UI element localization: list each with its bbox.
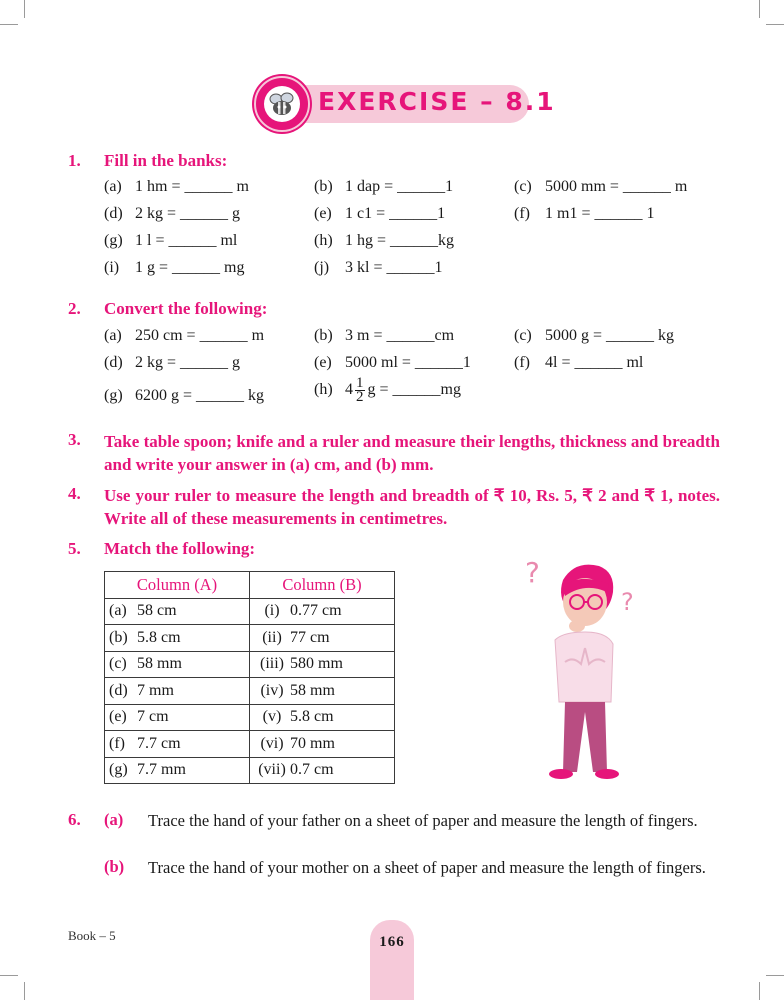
column-b-cell: [250, 598, 395, 625]
q1-item-a: [104, 178, 249, 196]
table-row: [105, 704, 395, 731]
row-value: 58 cm: [137, 602, 177, 620]
row-label: (e): [109, 708, 127, 726]
item-label: (b): [314, 178, 333, 195]
exercise-emblem: [254, 76, 310, 132]
column-a-cell: [105, 651, 250, 678]
q5-heading: Match the following:: [104, 539, 256, 558]
item-label: (i): [104, 259, 120, 276]
row-label: (g): [109, 761, 128, 779]
item-text: 3 kl = ______1: [345, 259, 443, 276]
row-label: (ii): [262, 628, 282, 646]
item-text: 2 kg = ______ g: [135, 354, 241, 371]
q2-item-f: [514, 354, 643, 372]
row-label: (d): [109, 681, 128, 699]
item-label: (e): [314, 354, 332, 371]
item-label: (g): [104, 387, 123, 404]
column-a-header: Column (A): [105, 572, 250, 599]
q2-item-e: [314, 354, 471, 372]
item-label: (g): [104, 232, 123, 249]
q2-item-c: [514, 327, 674, 345]
q1-item-e: [314, 205, 445, 223]
q1-item-j: [314, 259, 442, 277]
item-label: (a): [104, 327, 122, 344]
q2-item-b: [314, 327, 454, 345]
q1-number: 1.: [68, 151, 81, 170]
q2-item-h: [314, 377, 461, 404]
item-text: 5000 ml = ______1: [345, 354, 471, 371]
item-text: 1 m1 = ______ 1: [545, 205, 655, 222]
book-label: Book – 5: [68, 928, 116, 943]
q5-number: 5.: [68, 539, 81, 558]
q3-text: Take table spoon; knife and a ruler and measure their lengths, thickness and breadth and write your answer in (a) cm, and (b) mm.: [104, 432, 720, 474]
row-label: (i): [264, 602, 280, 620]
table-row: [105, 678, 395, 705]
item-label: (a): [104, 178, 122, 195]
item-text: 250 cm = ______ m: [135, 327, 265, 344]
item-text: 3 m = ______cm: [345, 327, 455, 344]
q1-item-g: [104, 232, 237, 250]
q1-item-b: [314, 178, 453, 196]
item-label: (b): [314, 327, 333, 344]
item-text: g = ______mg: [367, 381, 461, 399]
q4-text: Use your ruler to measure the length and breadth of ₹ 10, Rs. 5, ₹ 2 and ₹ 1, notes. Write all of these measurements in centimetres.: [104, 486, 720, 528]
item-label: (e): [314, 205, 332, 222]
row-label: (v): [262, 708, 282, 726]
match-table: [104, 571, 395, 784]
row-value: 580 mm: [290, 655, 343, 673]
row-value: 7.7 mm: [137, 761, 186, 779]
q1-item-h: [314, 232, 454, 250]
column-b-cell: [250, 625, 395, 652]
mixed-whole: 4: [345, 381, 353, 399]
item-text: 1 c1 = ______1: [345, 205, 446, 222]
crop-mark: [0, 24, 18, 25]
q3-number: 3.: [68, 430, 81, 449]
row-value: 7 mm: [137, 681, 174, 699]
row-value: 58 mm: [137, 655, 182, 673]
q1-heading: Fill in the banks:: [104, 151, 228, 170]
q1-item-f: [514, 205, 654, 223]
row-value: 77 cm: [290, 628, 330, 646]
row-label: (vii): [258, 761, 286, 779]
table-row: [105, 757, 395, 784]
row-label: (b): [109, 628, 128, 646]
item-text: 1 dap = ______1: [345, 178, 454, 195]
crop-mark: [766, 24, 784, 25]
row-label: (vi): [260, 734, 284, 752]
item-label: (d): [104, 354, 123, 371]
crop-mark: [24, 982, 25, 1000]
q1-item-c: [514, 178, 687, 196]
fraction: [355, 377, 365, 404]
item-text: 1 hm = ______ m: [135, 178, 249, 195]
item-text: 5000 mm = ______ m: [545, 178, 688, 195]
crop-mark: [759, 0, 760, 18]
item-label: (f): [514, 354, 530, 371]
column-a-cell: [105, 757, 250, 784]
q1-item-d: [104, 205, 240, 223]
column-a-cell: [105, 678, 250, 705]
column-b-cell: [250, 678, 395, 705]
table-row: [105, 598, 395, 625]
q6-part-b-label: (b): [104, 857, 125, 876]
q6-number: 6.: [68, 810, 81, 829]
page-number-tab: [370, 920, 414, 1000]
question-mark-icon: ?: [621, 588, 634, 616]
item-label: (f): [514, 205, 530, 222]
item-label: (d): [104, 205, 123, 222]
row-value: 7 cm: [137, 708, 169, 726]
row-value: 0.77 cm: [290, 602, 342, 620]
item-label: (c): [514, 327, 532, 344]
table-header-row: [105, 572, 395, 599]
row-label: (iv): [260, 681, 284, 699]
row-value: 7.7 cm: [137, 734, 181, 752]
row-label: (c): [109, 655, 127, 673]
row-label: (iii): [260, 655, 284, 673]
column-b-cell: [250, 704, 395, 731]
thinking-girl-icon: [515, 552, 655, 788]
item-text: 1 g = ______ mg: [135, 259, 245, 276]
row-value: 5.8 cm: [137, 628, 181, 646]
item-text: 5000 g = ______ kg: [545, 327, 675, 344]
item-label: (h): [314, 232, 333, 249]
page-number: 166: [379, 934, 405, 950]
crop-mark: [766, 975, 784, 976]
item-text: 2 kg = ______ g: [135, 205, 241, 222]
item-label: (h): [314, 381, 333, 399]
column-b-header: Column (B): [250, 572, 395, 599]
item-label: (c): [514, 178, 532, 195]
q6-part-b-text: Trace the hand of your mother on a sheet of paper and measure the length of fingers.: [148, 858, 706, 877]
table-row: [105, 731, 395, 758]
item-text: 1 hg = ______kg: [345, 232, 455, 249]
q2-item-a: [104, 327, 264, 345]
q6-part-a-label: (a): [104, 810, 124, 829]
column-b-cell: [250, 651, 395, 678]
row-label: (a): [109, 602, 127, 620]
crop-mark: [24, 0, 25, 18]
item-label: (j): [314, 259, 330, 276]
row-value: 70 mm: [290, 734, 335, 752]
column-a-cell: [105, 625, 250, 652]
table-row: [105, 625, 395, 652]
q2-item-d: [104, 354, 240, 372]
q6-part-a-text: Trace the hand of your father on a sheet of paper and measure the length of fingers.: [148, 811, 698, 830]
column-b-cell: [250, 757, 395, 784]
fraction-numerator: 1: [356, 375, 364, 391]
crop-mark: [0, 975, 18, 976]
column-b-cell: [250, 731, 395, 758]
exercise-title: EXERCISE – 8.1: [318, 87, 556, 116]
crop-mark: [759, 982, 760, 1000]
q2-heading: Convert the following:: [104, 299, 268, 318]
column-a-cell: [105, 731, 250, 758]
q4-number: 4.: [68, 484, 81, 503]
row-value: 5.8 cm: [290, 708, 334, 726]
item-text: 6200 g = ______ kg: [135, 387, 265, 404]
table-row: [105, 651, 395, 678]
row-value: 58 mm: [290, 681, 335, 699]
column-a-cell: [105, 704, 250, 731]
item-text: 1 l = ______ ml: [135, 232, 238, 249]
q2-item-g: [104, 387, 264, 405]
row-value: 0.7 cm: [290, 761, 334, 779]
question-mark-icon: ?: [525, 556, 540, 589]
q1-item-i: [104, 259, 244, 277]
fraction-denominator: 2: [356, 389, 364, 405]
row-label: (f): [109, 734, 125, 752]
column-a-cell: [105, 598, 250, 625]
bee-icon: [267, 91, 297, 117]
q2-number: 2.: [68, 299, 81, 318]
item-text: 4l = ______ ml: [545, 354, 644, 371]
